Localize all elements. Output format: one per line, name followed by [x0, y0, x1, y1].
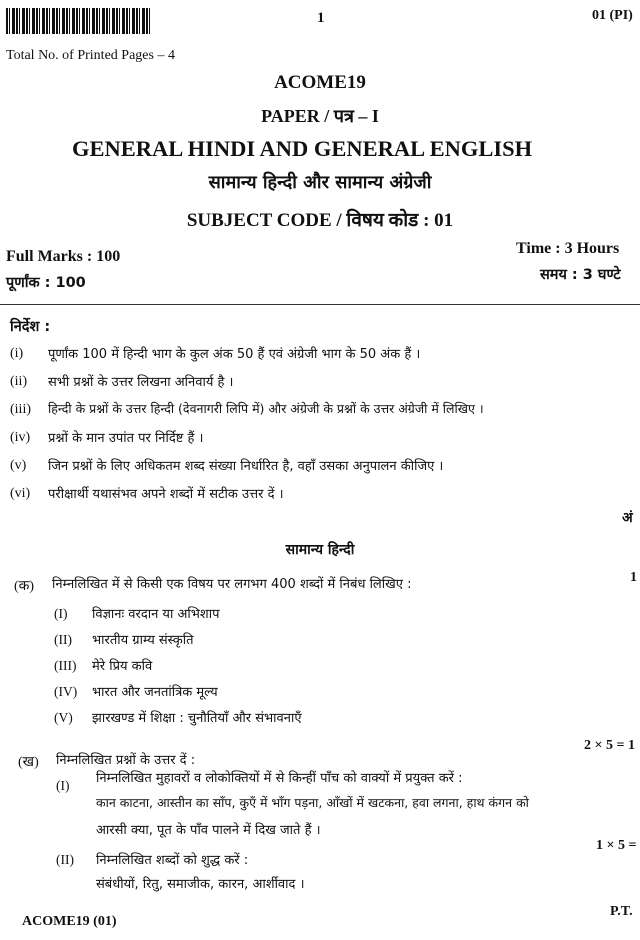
corner-code: 01 (PI) — [592, 8, 633, 23]
instruction-text: प्रश्नों के मान उपांत पर निर्दिष्ट हैं । — [48, 431, 204, 446]
instruction-number: (v) — [10, 458, 27, 473]
subject-code: SUBJECT CODE / विषय कोड : 01 — [186, 210, 454, 231]
question-text: निम्नलिखित में से किसी एक विषय पर लगभग 400 शब्दों में निबंध लिखिए : — [52, 577, 412, 592]
option-text: भारत और जनतांत्रिक मूल्य — [92, 685, 218, 700]
paper-title: PAPER / पत्र – I — [261, 106, 379, 126]
divider — [0, 304, 640, 305]
option-text: झारखण्ड में शिक्षा : चुनौतियाँ और संभावनाएँ — [92, 711, 302, 726]
option-text: मेरे प्रिय कवि — [92, 659, 153, 674]
time-hi: समय : 3 घण्टे — [540, 267, 621, 283]
option-number: (V) — [54, 710, 73, 725]
option-number: (IV) — [54, 684, 78, 699]
option-number: (I) — [54, 606, 68, 621]
subject-hindi: सामान्य हिन्दी और सामान्य अंग्रेजी — [208, 172, 432, 193]
instruction-text: हिन्दी के प्रश्नों के उत्तर हिन्दी (देवनागरी लिपि में) और अंग्रेजी के प्रश्नों के उत्तर अंग्रेजी में लिखिए । — [48, 401, 484, 416]
option-number: (II) — [54, 632, 72, 647]
subquestion-text: निम्नलिखित मुहावरों व लोकोक्तियों में से किन्हीं पाँच को वाक्यों में प्रयुक्त करें : — [96, 771, 463, 786]
instructions-heading: निर्देश : — [10, 319, 51, 335]
exam-code: ACOME19 — [274, 72, 366, 93]
instruction-number: (iv) — [10, 430, 31, 445]
page-number: 1 — [317, 10, 325, 26]
instruction-number: (iii) — [10, 402, 31, 417]
subquestion-text: निम्नलिखित शब्दों को शुद्ध करें : — [96, 853, 249, 868]
question-label: (क) — [14, 579, 35, 594]
option-text: विज्ञानः वरदान या अभिशाप — [92, 607, 220, 622]
option-number: (III) — [54, 658, 77, 673]
instruction-number: (ii) — [10, 374, 28, 389]
printed-pages: Total No. of Printed Pages – 4 — [6, 48, 175, 63]
question-marks: 2 × 5 = 1 — [584, 738, 635, 753]
full-marks-en: Full Marks : 100 — [6, 248, 121, 265]
subquestion-number: (II) — [56, 852, 74, 867]
instruction-text: सभी प्रश्नों के उत्तर लिखना अनिवार्य है । — [48, 375, 234, 390]
question-text: निम्नलिखित प्रश्नों के उत्तर दें : — [56, 753, 196, 768]
full-marks-hi: पूर्णांक : 100 — [6, 275, 86, 291]
idioms-line: आरसी क्या, पूत के पाँव पालने में दिख जाते हैं । — [96, 823, 321, 838]
footer-code: ACOME19 (01) — [22, 914, 117, 929]
instruction-text: परीक्षार्थी यथासंभव अपने शब्दों में सटीक उत्तर दें । — [48, 487, 284, 502]
instruction-number: (i) — [10, 346, 24, 361]
pto: P.T. — [610, 904, 633, 919]
subquestion-marks: 1 × 5 = — [596, 838, 637, 853]
subquestion-number: (I) — [56, 778, 70, 793]
time-en: Time : 3 Hours — [516, 240, 620, 257]
question-marks: 1 — [630, 570, 637, 585]
subject-english: GENERAL HINDI AND GENERAL ENGLISH — [72, 136, 533, 161]
words-to-correct: संबंधीयों, रितु, समाजीक, कारन, आर्शीवाद । — [96, 877, 305, 892]
instruction-text: जिन प्रश्नों के लिए अधिकतम शब्द संख्या निर्धारित है, वहाँ उसका अनुपालन कीजिए । — [48, 459, 444, 474]
instruction-number: (vi) — [10, 486, 31, 501]
option-text: भारतीय ग्राम्य संस्कृति — [92, 633, 194, 648]
margin-note: अं — [622, 510, 633, 526]
idioms-line: कान काटना, आस्तीन का साँप, कुएँ में भाँग पड़ना, आँखों में खटकना, हवा लगना, हाथ कंगन को — [96, 795, 529, 810]
section-title: सामान्य हिन्दी — [285, 542, 355, 558]
barcode — [6, 8, 152, 34]
question-label: (ख) — [18, 755, 39, 770]
instruction-text: पूर्णांक 100 में हिन्दी भाग के कुल अंक 50 हैं एवं अंग्रेजी भाग के 50 अंक हैं । — [48, 347, 421, 362]
